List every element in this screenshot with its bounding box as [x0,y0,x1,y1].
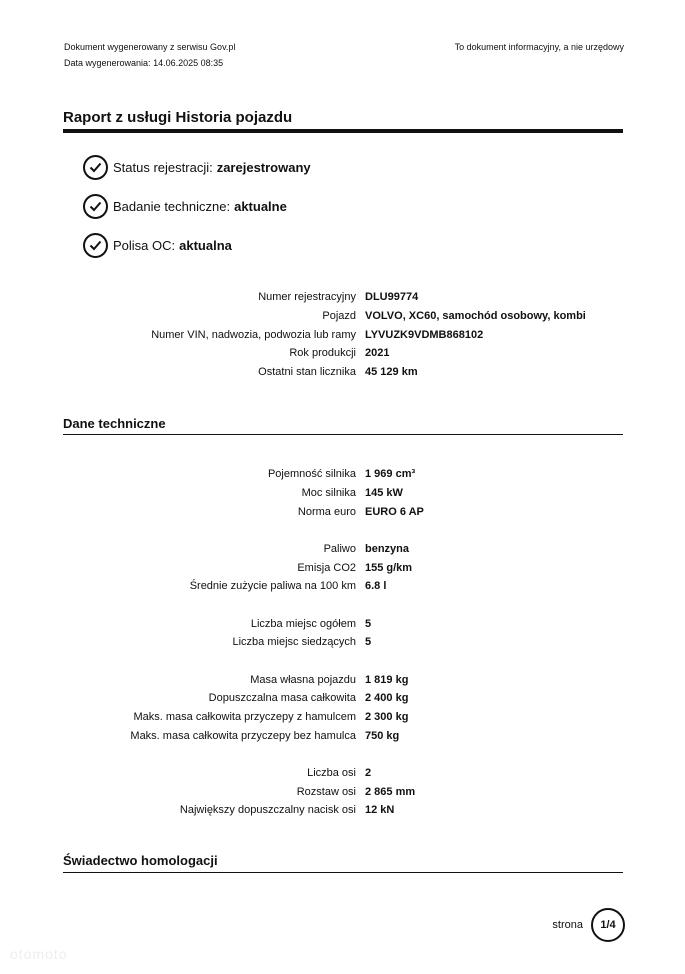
field-label: Największy dopuszczalny nacisk osi [179,804,356,816]
watermark-logo: otomoto [10,946,68,962]
field-value: 2 400 kg [365,692,409,704]
field-label: Norma euro [297,506,356,518]
page-label: strona [552,919,583,931]
field-value: VOLVO, XC60, samochód osobowy, kombi [365,310,586,322]
field-label: Numer VIN, nadwozia, podwozia lub ramy [151,329,356,341]
status-insurance [83,233,232,258]
field-label: Liczba miejsc ogółem [250,618,356,630]
field-label: Moc silnika [301,487,356,499]
vehicle-row-year [0,344,685,363]
field-label: Średnie zużycie paliwa na 100 km [189,580,356,592]
vehicle-row-model [0,307,685,326]
field-value: 5 [365,636,372,648]
field-label: Ostatni stan licznika [258,366,356,378]
field-label: Rok produkcji [289,347,356,359]
tech-row-seats-total [0,615,685,634]
generation-date [64,55,235,71]
source-line: Dokument wygenerowany z serwisu Gov.pl [64,42,236,52]
tech-row-curb-weight [0,671,685,690]
field-value: 6.8 l [365,580,387,592]
field-label: Numer rejestracyjny [258,291,356,303]
field-value: 750 kg [365,730,400,742]
section-title-homologation: Świadectwo homologacji [63,853,218,868]
tech-row-trailer-unbraked [0,727,685,746]
title-divider [63,129,623,133]
field-label: Rozstaw osi [296,786,356,798]
report-title: Raport z usługi Historia pojazdu [63,109,293,126]
field-label: Dopuszczalna masa całkowita [208,692,356,704]
field-label: Maks. masa całkowita przyczepy z hamulcem [133,711,356,723]
page-footer [552,908,625,942]
field-value: DLU99774 [365,291,419,303]
field-label: Paliwo [323,543,356,555]
field-value: 2021 [365,347,390,359]
page-number: 1/4 [591,908,625,942]
status-value: aktualne [234,199,287,214]
section-divider [63,872,623,873]
check-circle-icon [83,233,108,258]
status-label: Polisa OC: [113,238,176,253]
status-value: zarejestrowany [216,160,311,175]
tech-row-wheelbase [0,783,685,802]
tech-row-euro-norm [0,503,685,522]
status-label: Badanie techniczne: [113,199,231,214]
tech-row-gross-weight [0,689,685,708]
tech-row-seats-sitting [0,633,685,652]
field-label: Pojemność silnika [267,468,356,480]
field-value: 45 129 km [365,366,418,378]
tech-row-axles [0,764,685,783]
document-source-info [64,39,235,71]
field-value: 1 819 kg [365,674,409,686]
field-label: Liczba miejsc siedzących [232,636,356,648]
date-label: Data wygenerowania: [64,58,151,68]
tech-row-engine-capacity [0,465,685,484]
field-value: 2 865 mm [365,786,416,798]
section-divider [63,434,623,435]
field-value: 155 g/km [365,562,413,574]
status-inspection [83,194,287,219]
tech-row-engine-power [0,484,685,503]
disclaimer: To dokument informacyjny, a nie urzędowy [454,42,624,52]
tech-row-trailer-braked [0,708,685,727]
field-value: 12 kN [365,804,395,816]
tech-row-axle-load [0,801,685,820]
field-value: 1 969 cm³ [365,468,416,480]
field-value: EURO 6 AP [365,506,424,518]
field-label: Masa własna pojazdu [250,674,356,686]
status-label: Status rejestracji: [113,160,213,175]
field-value: 145 kW [365,487,403,499]
tech-row-fuel [0,540,685,559]
status-registration [83,155,311,180]
field-value: 2 300 kg [365,711,409,723]
vehicle-row-odometer [0,363,685,382]
field-value: LYVUZK9VDMB868102 [365,329,484,341]
field-label: Emisja CO2 [297,562,356,574]
vehicle-row-registration [0,288,685,307]
vehicle-row-vin [0,326,685,345]
tech-row-co2 [0,559,685,578]
section-title-technical: Dane techniczne [63,416,166,431]
field-value: benzyna [365,543,410,555]
check-circle-icon [83,194,108,219]
field-value: 2 [365,767,372,779]
field-label: Pojazd [322,310,356,322]
date-value: 14.06.2025 08:35 [153,58,224,68]
field-label: Liczba osi [307,767,356,779]
check-circle-icon [83,155,108,180]
tech-row-fuel-consumption [0,577,685,596]
field-label: Maks. masa całkowita przyczepy bez hamulca [130,730,356,742]
status-value: aktualna [179,238,232,253]
field-value: 5 [365,618,372,630]
